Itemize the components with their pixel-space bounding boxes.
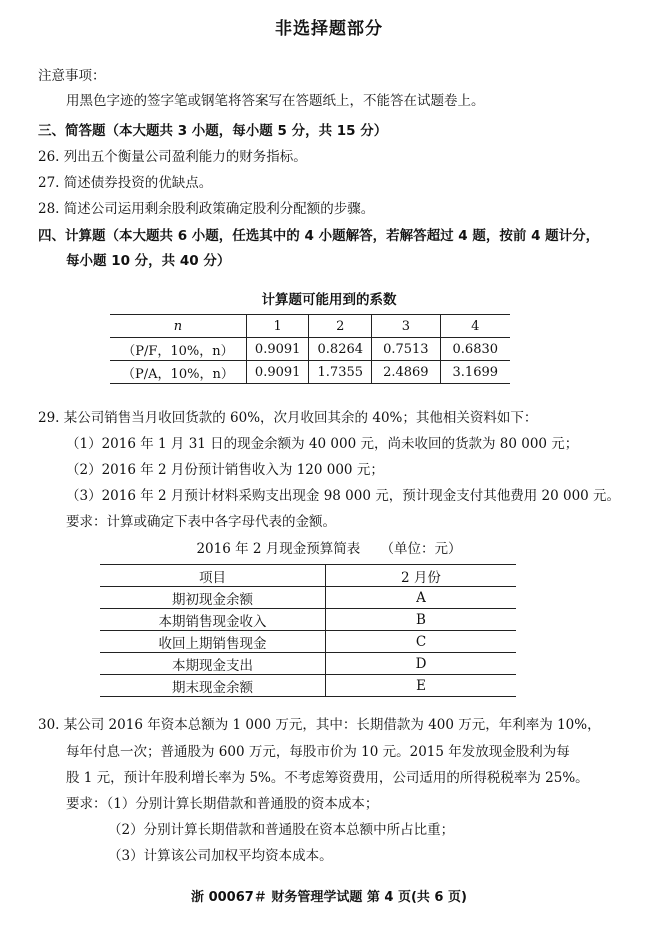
section4-heading-line2: 每小题 10 分，共 40 分） <box>66 253 231 269</box>
table-cell: 3.1699 <box>440 361 510 384</box>
table-cell: 0.9091 <box>246 361 309 384</box>
table-row <box>110 361 510 384</box>
table-cell: 期末现金余额 <box>100 675 326 697</box>
table-cell: E <box>326 675 517 697</box>
question-27: 27. 简述债券投资的优缺点。 <box>38 175 213 191</box>
table-cell: 2 <box>309 315 372 338</box>
question-29-item2: （2）2016 年 2 月份预计销售收入为 120 000 元； <box>66 462 384 478</box>
table-cell: C <box>326 631 517 653</box>
table-cell: n <box>110 315 246 338</box>
table-row <box>100 653 516 675</box>
question-30-req1: 要求：（1）分别计算长期借款和普通股的资本成本； <box>66 796 379 812</box>
table-cell: 1.7355 <box>309 361 372 384</box>
question-30-line1: 30. 某公司 2016 年资本总额为 1 000 万元，其中：长期借款为 400 万元，年利率为 10%， <box>38 717 601 733</box>
table-cell: A <box>326 587 517 609</box>
table-cell: D <box>326 653 517 675</box>
question-29-intro: 29. 某公司销售当月收回货款的 60%，次月收回其余的 40%；其他相关资料如下： <box>38 410 538 426</box>
question-29-requirement: 要求：计算或确定下表中各字母代表的金额。 <box>66 514 336 530</box>
table-row <box>100 587 516 609</box>
question-30-req3: （3）计算该公司加权平均资本成本。 <box>108 848 333 864</box>
question-28: 28. 简述公司运用剩余股利政策确定股利分配额的步骤。 <box>38 201 375 217</box>
table-cell: 1 <box>246 315 309 338</box>
section4-heading-line1: 四、计算题（本大题共 6 小题，任选其中的 4 小题解答，若解答超过 4 题，按前 4 题计分， <box>38 228 600 244</box>
table-row <box>100 675 516 697</box>
table-row <box>100 631 516 653</box>
question-30-line2: 每年付息一次；普通股为 600 万元，每股市价为 10 元。2015 年发放现金股利为每 <box>66 744 570 760</box>
table-row <box>110 315 510 338</box>
table-cell: 期初现金余额 <box>100 587 326 609</box>
table-cell: 2.4869 <box>372 361 440 384</box>
question-29-item1: （1）2016 年 1 月 31 日的现金余额为 40 000 元，尚未收回的货款为 80 000 元； <box>66 436 579 452</box>
table-cell: 0.9091 <box>246 338 309 361</box>
table-cell: 收回上期销售现金 <box>100 631 326 653</box>
table-row <box>110 338 510 361</box>
table-cell: 本期销售现金收入 <box>100 609 326 631</box>
budget-table-caption: 2016 年 2 月现金预算简表 （单位：元） <box>196 541 462 557</box>
table-cell: 2 月份 <box>326 565 517 587</box>
table-cell: （P/F，10%，n） <box>110 338 246 361</box>
notice-text: 用黑色字迹的签字笔或钢笔将答案写在答题纸上，不能答在试题卷上。 <box>66 93 485 109</box>
table-cell: 0.6830 <box>440 338 510 361</box>
question-26: 26. 列出五个衡量公司盈利能力的财务指标。 <box>38 149 307 165</box>
coef-table-caption: 计算题可能用到的系数 <box>261 292 397 308</box>
question-30-req2: （2）分别计算长期借款和普通股在资本总额中所占比重； <box>108 822 455 838</box>
table-cell: 4 <box>440 315 510 338</box>
table-cell: （P/A，10%，n） <box>110 361 246 384</box>
question-29-item3: （3）2016 年 2 月预计材料采购支出现金 98 000 元，预计现金支付其他费用 20 000 元。 <box>66 488 621 504</box>
table-cell: 0.7513 <box>372 338 440 361</box>
cash-budget-table <box>100 564 516 697</box>
table-row <box>100 609 516 631</box>
table-cell: 本期现金支出 <box>100 653 326 675</box>
section3-heading: 三、简答题（本大题共 3 小题，每小题 5 分，共 15 分） <box>38 123 388 139</box>
table-cell: B <box>326 609 517 631</box>
table-cell: 项目 <box>100 565 326 587</box>
page-footer: 浙 00067＃ 财务管理学试题 第 4 页(共 6 页) <box>191 890 467 905</box>
notice-label: 注意事项： <box>38 68 106 84</box>
table-cell: 0.8264 <box>309 338 372 361</box>
page-title: 非选择题部分 <box>275 19 383 39</box>
table-cell: 3 <box>372 315 440 338</box>
question-30-line3: 股 1 元，预计年股利增长率为 5%。不考虑筹资费用，公司适用的所得税税率为 25%。 <box>66 770 589 786</box>
table-row <box>100 565 516 587</box>
coefficient-table <box>110 314 510 384</box>
